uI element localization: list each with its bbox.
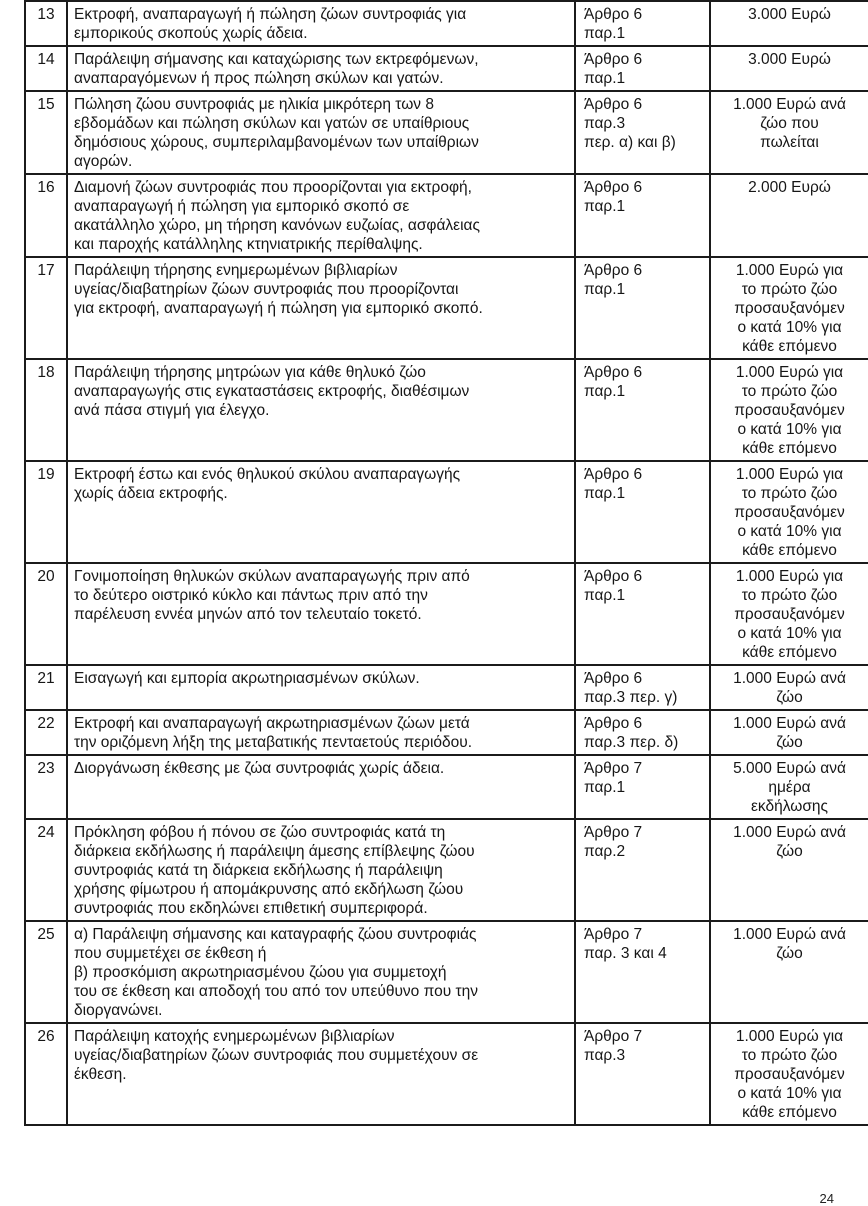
offense-description: Εισαγωγή και εμπορία ακρωτηριασμένων σκύλων.: [74, 670, 420, 687]
offense-description-cell: [67, 174, 575, 257]
legal-article: Άρθρο 6 παρ.1: [584, 179, 643, 215]
penalty-amount: 1.000 Ευρώ για το πρώτο ζώο προσαυξανόμεν ο κατά 10% για κάθε επόμενο: [734, 568, 845, 661]
penalty-amount-cell: [710, 665, 868, 710]
penalty-amount-cell: [710, 257, 868, 359]
row-number-cell: [25, 819, 67, 921]
penalty-amount: 1.000 Ευρώ ανά ζώο που πωλείται: [733, 96, 846, 151]
legal-article-cell: [575, 91, 710, 174]
legal-article-cell: [575, 257, 710, 359]
row-number-cell: [25, 174, 67, 257]
penalties-table-body: [25, 1, 868, 1125]
row-number-cell: [25, 710, 67, 755]
legal-article-cell: [575, 921, 710, 1023]
table-row: [25, 461, 868, 563]
penalties-table: [24, 0, 868, 1126]
offense-description: Διοργάνωση έκθεσης με ζώα συντροφιάς χωρίς άδεια.: [74, 760, 445, 777]
legal-article: Άρθρο 6 παρ.1: [584, 568, 643, 604]
legal-article: Άρθρο 6 παρ.3 περ. γ): [584, 670, 678, 706]
table-row: [25, 359, 868, 461]
row-number-cell: [25, 461, 67, 563]
legal-article: Άρθρο 6 παρ.3 περ. α) και β): [584, 96, 676, 151]
offense-description-cell: [67, 921, 575, 1023]
legal-article: Άρθρο 6 παρ.1: [584, 364, 643, 400]
row-number-cell: [25, 665, 67, 710]
penalty-amount-cell: [710, 359, 868, 461]
offense-description: Παράλειψη τήρησης μητρώων για κάθε θηλυκό ζώο αναπαραγωγής στις εγκαταστάσεις εκτροφής, διαθέσιμων ανά πάσα στιγμή για έλεγχο.: [74, 364, 470, 419]
legal-article: Άρθρο 6 παρ.3 περ. δ): [584, 715, 679, 751]
offense-description-cell: [67, 359, 575, 461]
row-number-cell: [25, 359, 67, 461]
offense-description-cell: [67, 710, 575, 755]
row-number-cell: [25, 1023, 67, 1125]
offense-description-cell: [67, 563, 575, 665]
legal-article-cell: [575, 46, 710, 91]
legal-article: Άρθρο 7 παρ. 3 και 4: [584, 926, 667, 962]
legal-article-cell: [575, 174, 710, 257]
penalty-amount-cell: [710, 91, 868, 174]
penalty-amount: 1.000 Ευρώ ανά ζώο: [733, 824, 846, 860]
legal-article: Άρθρο 6 παρ.1: [584, 6, 643, 42]
legal-article-cell: [575, 755, 710, 819]
row-number-cell: [25, 755, 67, 819]
offense-description-cell: [67, 46, 575, 91]
row-number: 23: [37, 760, 55, 777]
penalty-amount: 1.000 Ευρώ για το πρώτο ζώο προσαυξανόμεν ο κατά 10% για κάθε επόμενο: [734, 466, 845, 559]
table-row: [25, 665, 868, 710]
row-number: 17: [37, 262, 55, 279]
penalty-amount: 3.000 Ευρώ: [748, 6, 831, 23]
row-number: 20: [37, 568, 55, 585]
table-row: [25, 257, 868, 359]
offense-description: Εκτροφή έστω και ενός θηλυκού σκύλου αναπαραγωγής χωρίς άδεια εκτροφής.: [74, 466, 461, 502]
row-number-cell: [25, 1, 67, 46]
row-number: 19: [37, 466, 55, 483]
offense-description: Παράλειψη κατοχής ενημερωμένων βιβλιαρίων υγείας/διαβατηρίων ζώων συντροφιάς που συμμετέχουν σε έκθεση.: [74, 1028, 479, 1083]
legal-article-cell: [575, 563, 710, 665]
penalty-amount-cell: [710, 174, 868, 257]
offense-description: Παράλειψη σήμανσης και καταχώρισης των εκτρεφόμενων, αναπαραγόμενων ή προς πώληση σκύλων και γατών.: [74, 51, 479, 87]
penalty-amount: 2.000 Ευρώ: [748, 179, 831, 196]
row-number-cell: [25, 257, 67, 359]
penalty-amount: 1.000 Ευρώ ανά ζώο: [733, 926, 846, 962]
page-number: 24: [819, 1191, 834, 1206]
penalty-amount-cell: [710, 710, 868, 755]
legal-article-cell: [575, 665, 710, 710]
table-row: [25, 563, 868, 665]
row-number: 16: [37, 179, 55, 196]
legal-article: Άρθρο 6 παρ.1: [584, 262, 643, 298]
penalty-amount-cell: [710, 1023, 868, 1125]
table-row: [25, 91, 868, 174]
table-row: [25, 710, 868, 755]
row-number: 13: [37, 6, 55, 23]
legal-article: Άρθρο 7 παρ.2: [584, 824, 643, 860]
legal-article-cell: [575, 1023, 710, 1125]
row-number-cell: [25, 91, 67, 174]
row-number: 22: [37, 715, 55, 732]
legal-article-cell: [575, 1, 710, 46]
penalty-amount: 1.000 Ευρώ για το πρώτο ζώο προσαυξανόμεν ο κατά 10% για κάθε επόμενο: [734, 364, 845, 457]
table-row: [25, 174, 868, 257]
offense-description: Παράλειψη τήρησης ενημερωμένων βιβλιαρίων υγείας/διαβατηρίων ζώων συντροφιάς που προορίζονται για εκτροφή, αναπαραγωγή ή πώληση για εμπορικό σκοπό.: [74, 262, 483, 317]
row-number: 25: [37, 926, 55, 943]
offense-description: Εκτροφή και αναπαραγωγή ακρωτηριασμένων ζώων μετά την οριζόμενη λήξη της μεταβατικής πενταετούς περιόδου.: [74, 715, 473, 751]
legal-article-cell: [575, 710, 710, 755]
offense-description-cell: [67, 665, 575, 710]
offense-description-cell: [67, 257, 575, 359]
row-number-cell: [25, 921, 67, 1023]
table-row: [25, 46, 868, 91]
offense-description: Εκτροφή, αναπαραγωγή ή πώληση ζώων συντροφιάς για εμπορικούς σκοπούς χωρίς άδεια.: [74, 6, 467, 42]
table-row: [25, 1023, 868, 1125]
offense-description-cell: [67, 461, 575, 563]
offense-description: α) Παράλειψη σήμανσης και καταγραφής ζώου συντροφιάς που συμμετέχει σε έκθεση ή β) προσκόμιση ακρωτηριασμένου ζώου για συμμετοχή του σε έκθεση και αποδοχή του από τον υπεύθυνο που την διοργανώνει.: [74, 926, 478, 1019]
row-number: 21: [37, 670, 55, 687]
offense-description-cell: [67, 819, 575, 921]
penalty-amount: 5.000 Ευρώ ανά ημέρα εκδήλωσης: [733, 760, 846, 815]
offense-description-cell: [67, 1, 575, 46]
offense-description-cell: [67, 1023, 575, 1125]
offense-description: Πώληση ζώου συντροφιάς με ηλικία μικρότερη των 8 εβδομάδων και πώληση σκύλων και γατών σε υπαίθριους δημόσιους χώρους, συμπεριλαμβανομένων των υπαίθριων αγορών.: [74, 96, 479, 170]
offense-description: Διαμονή ζώων συντροφιάς που προορίζονται για εκτροφή, αναπαραγωγή ή πώληση για εμπορικό σκοπό σε ακατάλληλο χώρο, μη τήρηση κανόνων ευζωίας, ασφάλειας και παροχής κατάλληλης κτηνιατρικής περίθαλψης.: [74, 179, 480, 253]
row-number: 18: [37, 364, 55, 381]
table-row: [25, 1, 868, 46]
table-row: [25, 755, 868, 819]
legal-article-cell: [575, 819, 710, 921]
legal-article: Άρθρο 6 παρ.1: [584, 466, 643, 502]
offense-description: Γονιμοποίηση θηλυκών σκύλων αναπαραγωγής πριν από το δεύτερο οιστρικό κύκλο και πάντως πριν από την παρέλευση εννέα μηνών από τον τελευταίο τοκετό.: [74, 568, 470, 623]
legal-article: Άρθρο 6 παρ.1: [584, 51, 643, 87]
row-number: 24: [37, 824, 55, 841]
table-row: [25, 819, 868, 921]
row-number-cell: [25, 46, 67, 91]
penalty-amount: 3.000 Ευρώ: [748, 51, 831, 68]
penalty-amount-cell: [710, 819, 868, 921]
penalty-amount-cell: [710, 921, 868, 1023]
penalty-amount-cell: [710, 563, 868, 665]
offense-description: Πρόκληση φόβου ή πόνου σε ζώο συντροφιάς κατά τη διάρκεια εκδήλωσης ή παράλειψη άμεσης επίβλεψης ζώου συντροφιάς κατά τη διάρκεια εκδήλωσης ή παράλειψη χρήσης φίμωτρου ή απομάκρυνσης από εκδήλωση ζώου συντροφιάς που εκδηλώνει επιθετική συμπεριφορά.: [74, 824, 475, 917]
table-row: [25, 921, 868, 1023]
penalty-amount: 1.000 Ευρώ για το πρώτο ζώο προσαυξανόμεν ο κατά 10% για κάθε επόμενο: [734, 1028, 845, 1121]
legal-article-cell: [575, 461, 710, 563]
row-number: 15: [37, 96, 55, 113]
offense-description-cell: [67, 755, 575, 819]
penalty-amount: 1.000 Ευρώ ανά ζώο: [733, 715, 846, 751]
offense-description-cell: [67, 91, 575, 174]
row-number: 26: [37, 1028, 55, 1045]
penalty-amount-cell: [710, 46, 868, 91]
penalty-amount-cell: [710, 1, 868, 46]
row-number-cell: [25, 563, 67, 665]
legal-article: Άρθρο 7 παρ.3: [584, 1028, 643, 1064]
legal-article: Άρθρο 7 παρ.1: [584, 760, 643, 796]
penalty-amount-cell: [710, 461, 868, 563]
row-number: 14: [37, 51, 55, 68]
penalty-amount: 1.000 Ευρώ ανά ζώο: [733, 670, 846, 706]
penalty-amount: 1.000 Ευρώ για το πρώτο ζώο προσαυξανόμεν ο κατά 10% για κάθε επόμενο: [734, 262, 845, 355]
legal-article-cell: [575, 359, 710, 461]
penalty-amount-cell: [710, 755, 868, 819]
